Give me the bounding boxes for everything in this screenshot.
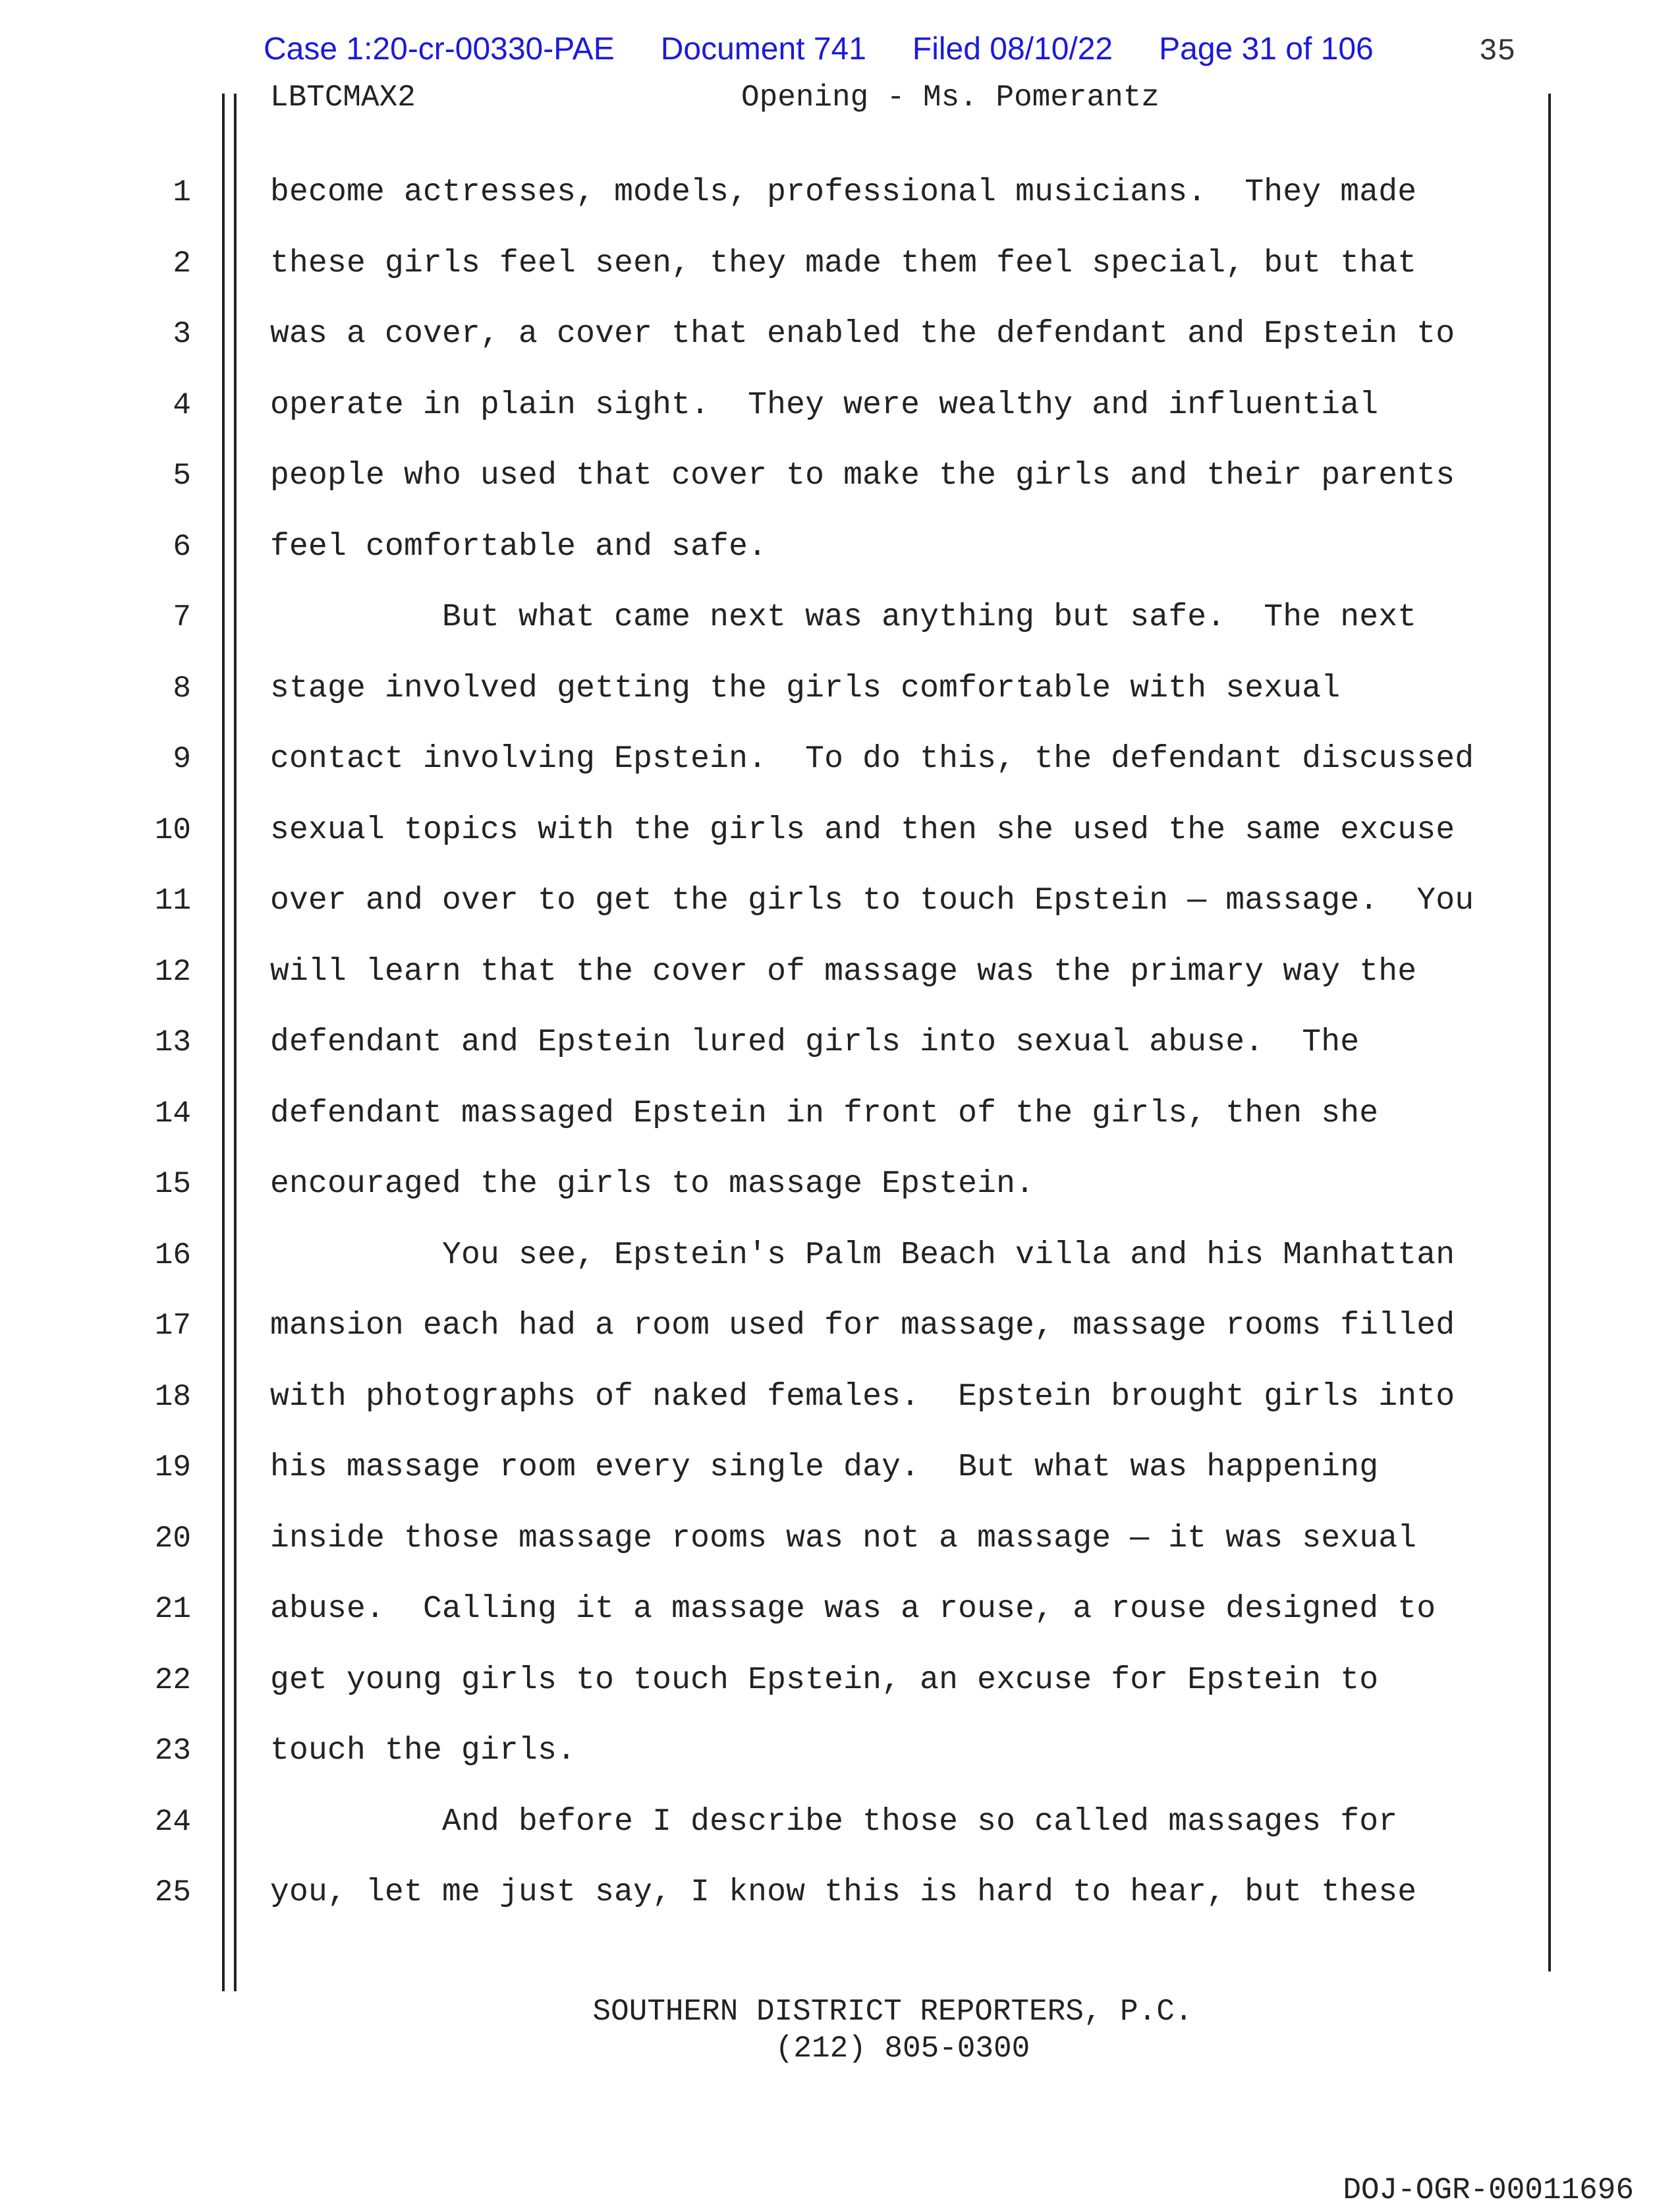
line-number: 13 xyxy=(154,1025,191,1060)
document-number: Document 741 xyxy=(660,31,866,67)
line-number: 14 xyxy=(154,1096,191,1131)
transcript-page-number: 35 xyxy=(1479,34,1516,69)
transcript-line: contact involving Epstein. To do this, the defendant discussed xyxy=(270,741,1474,777)
transcript-line: inside those massage rooms was not a massage — it was sexual xyxy=(270,1520,1417,1556)
line-number: 6 xyxy=(173,529,191,564)
line-number: 23 xyxy=(154,1734,191,1768)
transcript-line: defendant massaged Epstein in front of the girls, then she xyxy=(270,1095,1379,1131)
transcript-line: feel comfortable and safe. xyxy=(270,528,768,565)
transcript-line: But what came next was anything but safe. The next xyxy=(270,600,1417,635)
line-number: 7 xyxy=(173,600,191,635)
line-number: 3 xyxy=(173,317,191,351)
line-number: 16 xyxy=(154,1237,191,1272)
right-border xyxy=(1548,94,1551,1971)
transcript-line: sexual topics with the girls and then she used the same excuse xyxy=(270,812,1455,848)
transcript-line: over and over to get the girls to touch Epstein — massage. You xyxy=(270,883,1474,919)
case-number: Case 1:20-cr-00330-PAE xyxy=(264,31,615,67)
reporter-name: SOUTHERN DISTRICT REPORTERS, P.C. xyxy=(592,1995,1193,2029)
transcript-line: abuse. Calling it a massage was a rouse, a rouse designed to xyxy=(270,1591,1436,1627)
line-number: 22 xyxy=(154,1662,191,1697)
bates-number: DOJ-OGR-00011696 xyxy=(1343,2173,1634,2207)
transcript-line: mansion each had a room used for massage, massage rooms filled xyxy=(270,1308,1455,1344)
line-number: 17 xyxy=(154,1309,191,1343)
line-number: 5 xyxy=(173,459,191,493)
line-number: 10 xyxy=(154,812,191,847)
line-number: 21 xyxy=(154,1592,191,1626)
left-border-inner xyxy=(234,94,237,1991)
line-number: 15 xyxy=(154,1167,191,1201)
line-number: 12 xyxy=(154,954,191,989)
transcript-line: become actresses, models, professional musicians. They made xyxy=(270,175,1417,210)
line-number: 9 xyxy=(173,742,191,776)
transcript-line: these girls feel seen, they made them feel special, but that xyxy=(270,245,1417,281)
section-title: Opening - Ms. Pomerantz xyxy=(741,80,1160,115)
transcript-line: encouraged the girls to massage Epstein. xyxy=(270,1166,1035,1202)
transcript-line: stage involved getting the girls comfortable with sexual xyxy=(270,670,1341,706)
line-number: 25 xyxy=(154,1875,191,1910)
transcript-line: was a cover, a cover that enabled the defendant and Epstein to xyxy=(270,316,1455,352)
transcript-line: operate in plain sight. They were wealthy and influential xyxy=(270,387,1379,423)
filing-stamp xyxy=(264,29,1374,69)
left-border-outer xyxy=(222,94,225,1991)
line-number: 24 xyxy=(154,1804,191,1839)
filing-page: Page 31 of 106 xyxy=(1159,31,1374,67)
transcript-line: you, let me just say, I know this is hard to hear, but these xyxy=(270,1875,1417,1910)
line-number: 18 xyxy=(154,1379,191,1414)
transcript-code: LBTCMAX2 xyxy=(270,80,416,115)
line-number: 2 xyxy=(173,246,191,281)
transcript-line: You see, Epstein's Palm Beach villa and his Manhattan xyxy=(270,1237,1455,1273)
transcript-line: touch the girls. xyxy=(270,1733,576,1769)
transcript-line: his massage room every single day. But what was happening xyxy=(270,1450,1379,1485)
transcript-line: people who used that cover to make the girls and their parents xyxy=(270,458,1455,494)
line-number: 11 xyxy=(154,884,191,918)
transcript-line: with photographs of naked females. Epstein brought girls into xyxy=(270,1378,1455,1415)
line-number: 4 xyxy=(173,387,191,422)
footer xyxy=(0,1993,1680,2067)
transcript-line: will learn that the cover of massage was the primary way the xyxy=(270,953,1417,990)
filed-date: Filed 08/10/22 xyxy=(912,31,1113,67)
reporter-phone: (212) 805-0300 xyxy=(775,2031,1030,2066)
transcript-line: And before I describe those so called massages for xyxy=(270,1803,1398,1840)
line-number: 8 xyxy=(173,671,191,706)
line-number: 1 xyxy=(173,175,191,210)
line-number: 19 xyxy=(154,1450,191,1485)
transcript-line: get young girls to touch Epstein, an excuse for Epstein to xyxy=(270,1662,1379,1698)
line-number: 20 xyxy=(154,1521,191,1556)
transcript-line: defendant and Epstein lured girls into sexual abuse. The xyxy=(270,1025,1360,1060)
